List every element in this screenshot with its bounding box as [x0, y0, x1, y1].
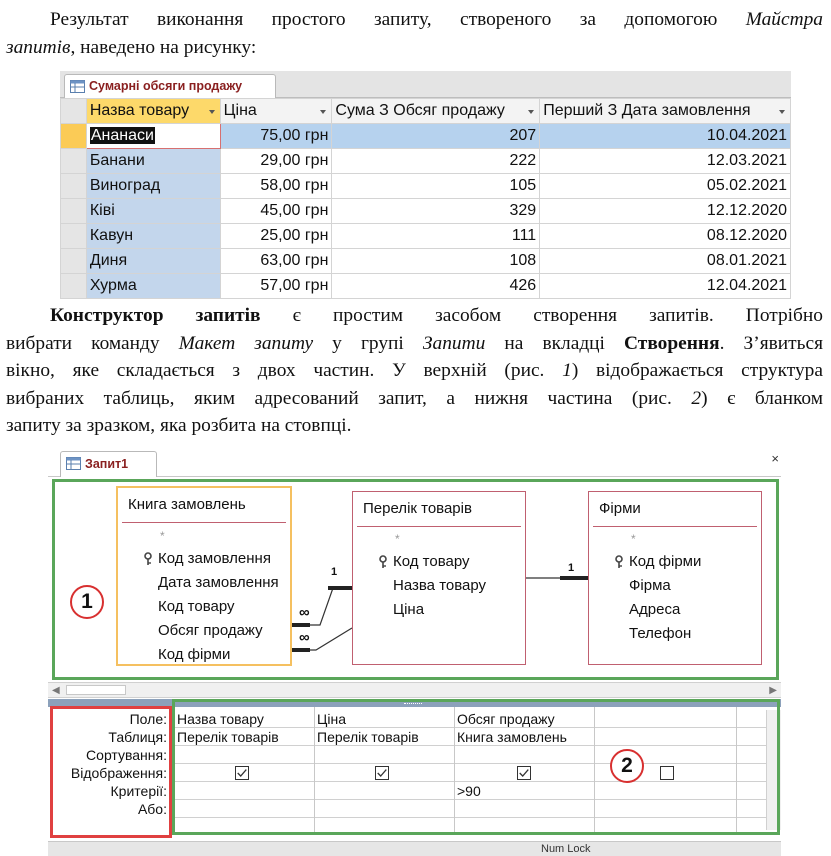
table-cell[interactable]: Виноград [86, 174, 220, 199]
row-selector[interactable] [61, 174, 87, 199]
datasheet-header-row [61, 99, 791, 124]
field-item[interactable]: Дата замовлення [158, 574, 279, 591]
table-cell[interactable]: Ківі [86, 199, 220, 224]
table-title: Книга замовлень [128, 496, 246, 513]
table-cell[interactable]: 10.04.2021 [540, 124, 791, 149]
table-cell[interactable]: 105 [332, 174, 540, 199]
paragraph-designer-line-4: вибраних таблиць, яким адресований запит, а нижня частина (рис. 2) є бланком [6, 387, 823, 409]
field-item[interactable]: Код фірми [629, 553, 702, 570]
query-icon [70, 80, 85, 93]
close-icon[interactable]: × [771, 451, 779, 466]
table-diagram-pane [48, 478, 781, 681]
row-label-sort: Сортування: [86, 747, 167, 763]
row-labels-highlight [50, 706, 172, 838]
table-cell[interactable]: Банани [86, 149, 220, 174]
table-cell[interactable]: 222 [332, 149, 540, 174]
dropdown-arrow-icon[interactable] [209, 110, 215, 114]
field-all[interactable]: * [395, 532, 400, 546]
row-selector[interactable] [61, 199, 87, 224]
table-row[interactable] [61, 174, 791, 199]
relation-many-label: ∞ [299, 629, 310, 646]
query-icon [66, 457, 81, 470]
field-item[interactable]: Код товару [393, 553, 470, 570]
table-cell[interactable]: 08.01.2021 [540, 249, 791, 274]
paragraph-intro-line-2: запитів, наведено на рисунку: [6, 36, 257, 58]
paragraph-designer-line-5: запиту за зразком, яка розбита на стовпці. [6, 415, 352, 436]
table-cell[interactable]: 45,00 грн [220, 199, 332, 224]
field-item[interactable]: Адреса [629, 601, 681, 618]
column-header-name[interactable]: Назва товару [86, 99, 220, 124]
row-selector[interactable] [61, 274, 87, 299]
table-row[interactable] [61, 124, 791, 149]
scroll-left-icon[interactable]: ◀ [52, 685, 60, 696]
relation-one-label: 1 [331, 566, 338, 578]
table-title: Перелік товарів [363, 500, 472, 517]
field-item[interactable]: Телефон [629, 625, 692, 642]
row-label-criteria: Критерії: [110, 783, 167, 799]
datasheet-tab-title: Сумарні обсяги продажу [89, 79, 243, 93]
field-item[interactable]: Код товару [158, 598, 235, 615]
row-label-table: Таблиця: [108, 729, 167, 745]
table-cell[interactable]: Диня [86, 249, 220, 274]
table-cell[interactable]: 63,00 грн [220, 249, 332, 274]
paragraph-intro-line-1: Результат виконання простого запиту, створеного за допомогою Майстра [50, 9, 823, 30]
designer-tab[interactable] [60, 451, 157, 477]
paragraph-designer-line-3: вікно, яке складається з двох частин. У верхній (рис. 1) відображається структура [6, 360, 823, 381]
table-cell[interactable]: 207 [332, 124, 540, 149]
dropdown-arrow-icon[interactable] [528, 110, 534, 114]
datasheet-tabbar [60, 71, 791, 98]
designer-tab-title: Запит1 [85, 457, 129, 471]
paragraph-designer [6, 302, 823, 440]
table-cell[interactable]: 426 [332, 274, 540, 299]
table-cell[interactable]: 108 [332, 249, 540, 274]
table-row[interactable] [61, 249, 791, 274]
table-row[interactable] [61, 149, 791, 174]
scrollbar-thumb[interactable] [66, 685, 126, 695]
datasheet-table [60, 98, 791, 299]
field-item[interactable]: Ціна [393, 601, 425, 618]
row-selector[interactable] [61, 224, 87, 249]
column-header-price[interactable]: Ціна [220, 99, 332, 124]
field-item[interactable]: Код фірми [158, 646, 231, 663]
table-row[interactable] [61, 199, 791, 224]
table-title: Фірми [599, 500, 641, 517]
paragraph-designer-line-2: вибрати команду Макет запиту у групі Запити на вкладці Створення. З’явиться [6, 332, 823, 354]
table-cell[interactable]: Ананаси [86, 124, 220, 149]
row-label-or: Або: [137, 801, 167, 817]
row-label-field: Поле: [129, 711, 167, 727]
field-all[interactable]: * [631, 532, 636, 546]
row-selector[interactable] [61, 124, 87, 149]
datasheet-figure [60, 71, 791, 299]
relation-many-label: ∞ [299, 604, 310, 621]
table-cell[interactable]: Хурма [86, 274, 220, 299]
grid-field-cell[interactable]: Ціна [317, 711, 346, 727]
row-selector[interactable] [61, 249, 87, 274]
datasheet-tab[interactable] [64, 74, 276, 99]
field-item[interactable]: Назва товару [393, 577, 487, 594]
row-selector[interactable] [61, 149, 87, 174]
table-cell[interactable]: 12.04.2021 [540, 274, 791, 299]
table-cell[interactable]: 25,00 грн [220, 224, 332, 249]
table-cell[interactable]: 29,00 грн [220, 149, 332, 174]
field-item[interactable]: Обсяг продажу [158, 622, 263, 639]
upper-pane-highlight [52, 479, 779, 680]
field-item[interactable]: Фірма [629, 577, 671, 594]
table-cell[interactable]: Кавун [86, 224, 220, 249]
dropdown-arrow-icon[interactable] [320, 110, 326, 114]
field-all[interactable]: * [160, 529, 165, 543]
table-cell[interactable]: 57,00 грн [220, 274, 332, 299]
relation-one-label: 1 [568, 562, 575, 574]
table-cell[interactable]: 75,00 грн [220, 124, 332, 149]
select-all-cell[interactable] [61, 99, 87, 124]
callout-marker-1: 1 [70, 585, 104, 619]
status-bar [48, 841, 781, 856]
paragraph-intro [6, 6, 823, 61]
table-cell[interactable]: 12.12.2020 [540, 199, 791, 224]
grid-criteria-cell[interactable]: >90 [457, 783, 481, 799]
column-header-sum[interactable]: Сума З Обсяг продажу [332, 99, 540, 124]
table-cell[interactable]: 05.02.2021 [540, 174, 791, 199]
query-designer-figure [48, 447, 781, 856]
table-cell[interactable]: 08.12.2020 [540, 224, 791, 249]
table-row[interactable] [61, 224, 791, 249]
table-cell[interactable]: 329 [332, 199, 540, 224]
table-cell[interactable]: 12.03.2021 [540, 149, 791, 174]
row-label-show: Відображення: [70, 765, 167, 781]
horizontal-scrollbar[interactable] [48, 682, 781, 698]
field-item[interactable]: Код замовлення [158, 550, 271, 567]
grid-table-cell[interactable]: Перелік товарів [177, 729, 279, 745]
num-lock-indicator: Num Lock [541, 843, 591, 855]
table-cell[interactable]: 111 [332, 224, 540, 249]
paragraph-designer-line-1: Конструктор запитів є простим засобом створення запитів. Потрібно [50, 305, 823, 326]
grid-table-cell[interactable]: Перелік товарів [317, 729, 419, 745]
dropdown-arrow-icon[interactable] [779, 110, 785, 114]
table-row[interactable] [61, 274, 791, 299]
scroll-right-icon[interactable]: ▶ [769, 685, 777, 696]
callout-marker-2: 2 [610, 749, 644, 783]
grid-table-cell[interactable]: Книга замовлень [457, 729, 567, 745]
designer-tabbar [48, 447, 781, 477]
grid-field-cell[interactable]: Обсяг продажу [457, 711, 555, 727]
column-header-date[interactable]: Перший З Дата замовлення [540, 99, 791, 124]
grid-field-cell[interactable]: Назва товару [177, 711, 264, 727]
lower-pane-highlight [172, 699, 780, 835]
table-cell[interactable]: 58,00 грн [220, 174, 332, 199]
